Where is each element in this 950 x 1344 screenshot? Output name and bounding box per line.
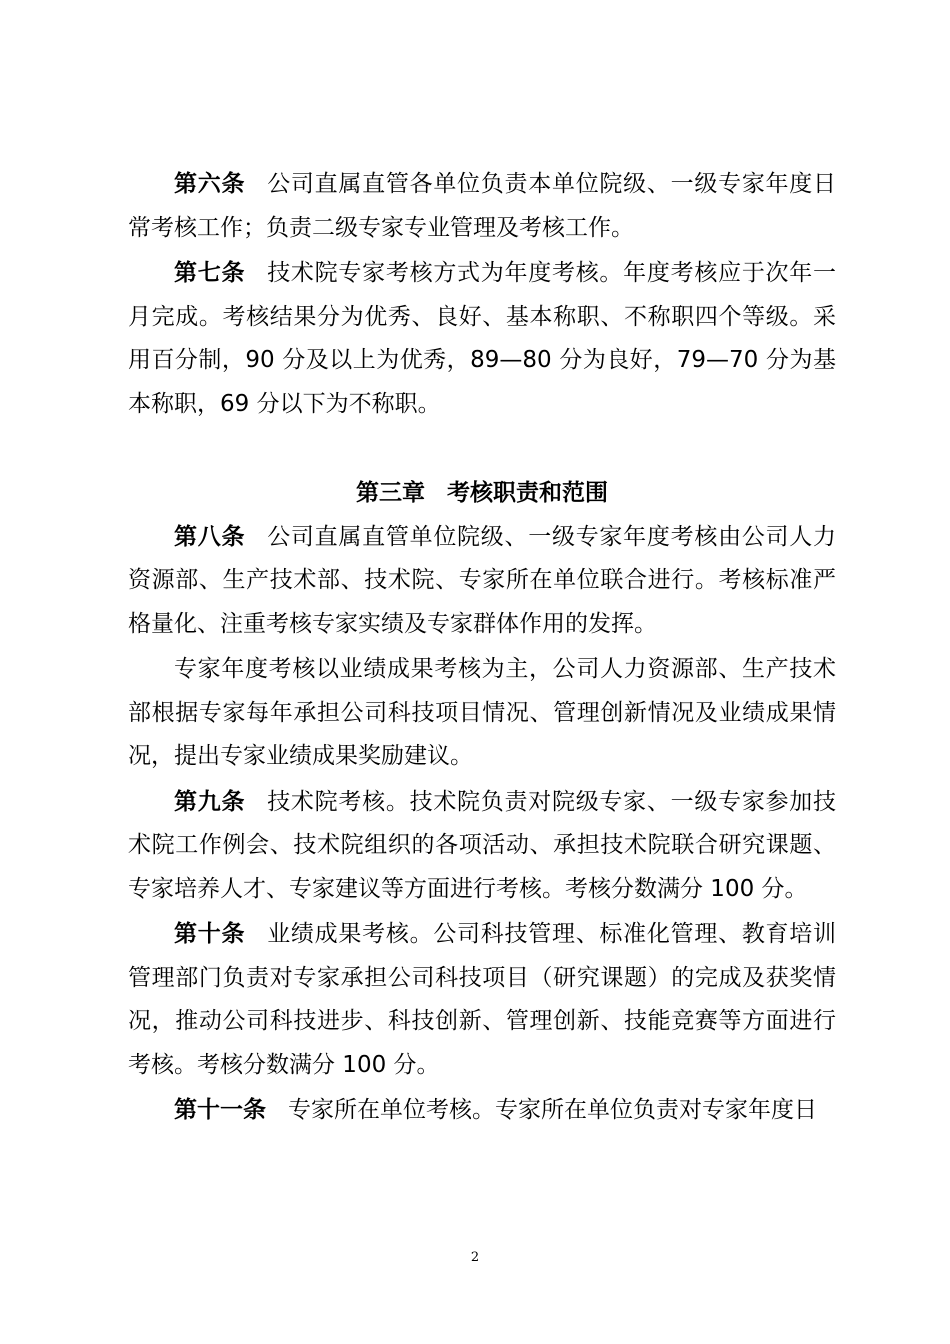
article-9 <box>128 781 836 912</box>
chapter-title: 考核职责和范围 <box>447 480 608 506</box>
article-label: 第九条 <box>174 788 246 815</box>
document-body <box>128 163 836 1135</box>
chapter-heading <box>128 472 836 516</box>
article-label: 第八条 <box>174 523 246 550</box>
article-text: 专家所在单位考核。专家所在单位负责对专家年度日 <box>288 1097 817 1123</box>
article-8 <box>128 516 836 647</box>
article-text: 公司直属直管单位院级、一级专家年度考核由公司人力资源部、生产技术部、技术院、专家所在单位联合进行。考核标准严格量化、注重考核专家实绩及专家群体作用的发挥。 <box>128 523 837 637</box>
article-label: 第十一条 <box>174 1097 266 1123</box>
article-text: 业绩成果考核。公司科技管理、标准化管理、教育培训管理部门负责对专家承担公司科技项目（研究课题）的完成及获奖情况，推动公司科技进步、科技创新、管理创新、技能竞赛等方面进行考核。考核分数满分 100 分。 <box>128 921 837 1078</box>
article-8-paragraph-2 <box>128 648 836 779</box>
article-10 <box>128 913 836 1087</box>
paragraph-text: 专家年度考核以业绩成果考核为主，公司人力资源部、生产技术部根据专家每年承担公司科技项目情况、管理创新情况及业绩成果情况，提出专家业绩成果奖励建议。 <box>128 656 836 769</box>
article-text: 技术院专家考核方式为年度考核。年度考核应于次年一月完成。考核结果分为优秀、良好、基本称职、不称职四个等级。采用百分制，90 分及以上为优秀，89—80 分为良好，79—70 分为基本称职，69 分以下为不称职。 <box>128 260 837 417</box>
article-11 <box>128 1089 836 1133</box>
article-label: 第六条 <box>174 171 246 197</box>
article-label: 第七条 <box>174 260 246 286</box>
article-6 <box>128 163 836 250</box>
section-spacer <box>128 428 836 472</box>
article-label: 第十条 <box>174 921 246 947</box>
article-7 <box>128 252 836 426</box>
article-text: 公司直属直管各单位负责本单位院级、一级专家年度日常考核工作；负责二级专家专业管理及考核工作。 <box>128 171 837 241</box>
page-number: 2 <box>470 1250 480 1265</box>
article-text: 技术院考核。技术院负责对院级专家、一级专家参加技术院工作例会、技术院组织的各项活动、承担技术院联合研究课题、专家培养人才、专家建议等方面进行考核。考核分数满分 100 分。 <box>128 788 837 902</box>
chapter-number: 第三章 <box>356 480 425 506</box>
